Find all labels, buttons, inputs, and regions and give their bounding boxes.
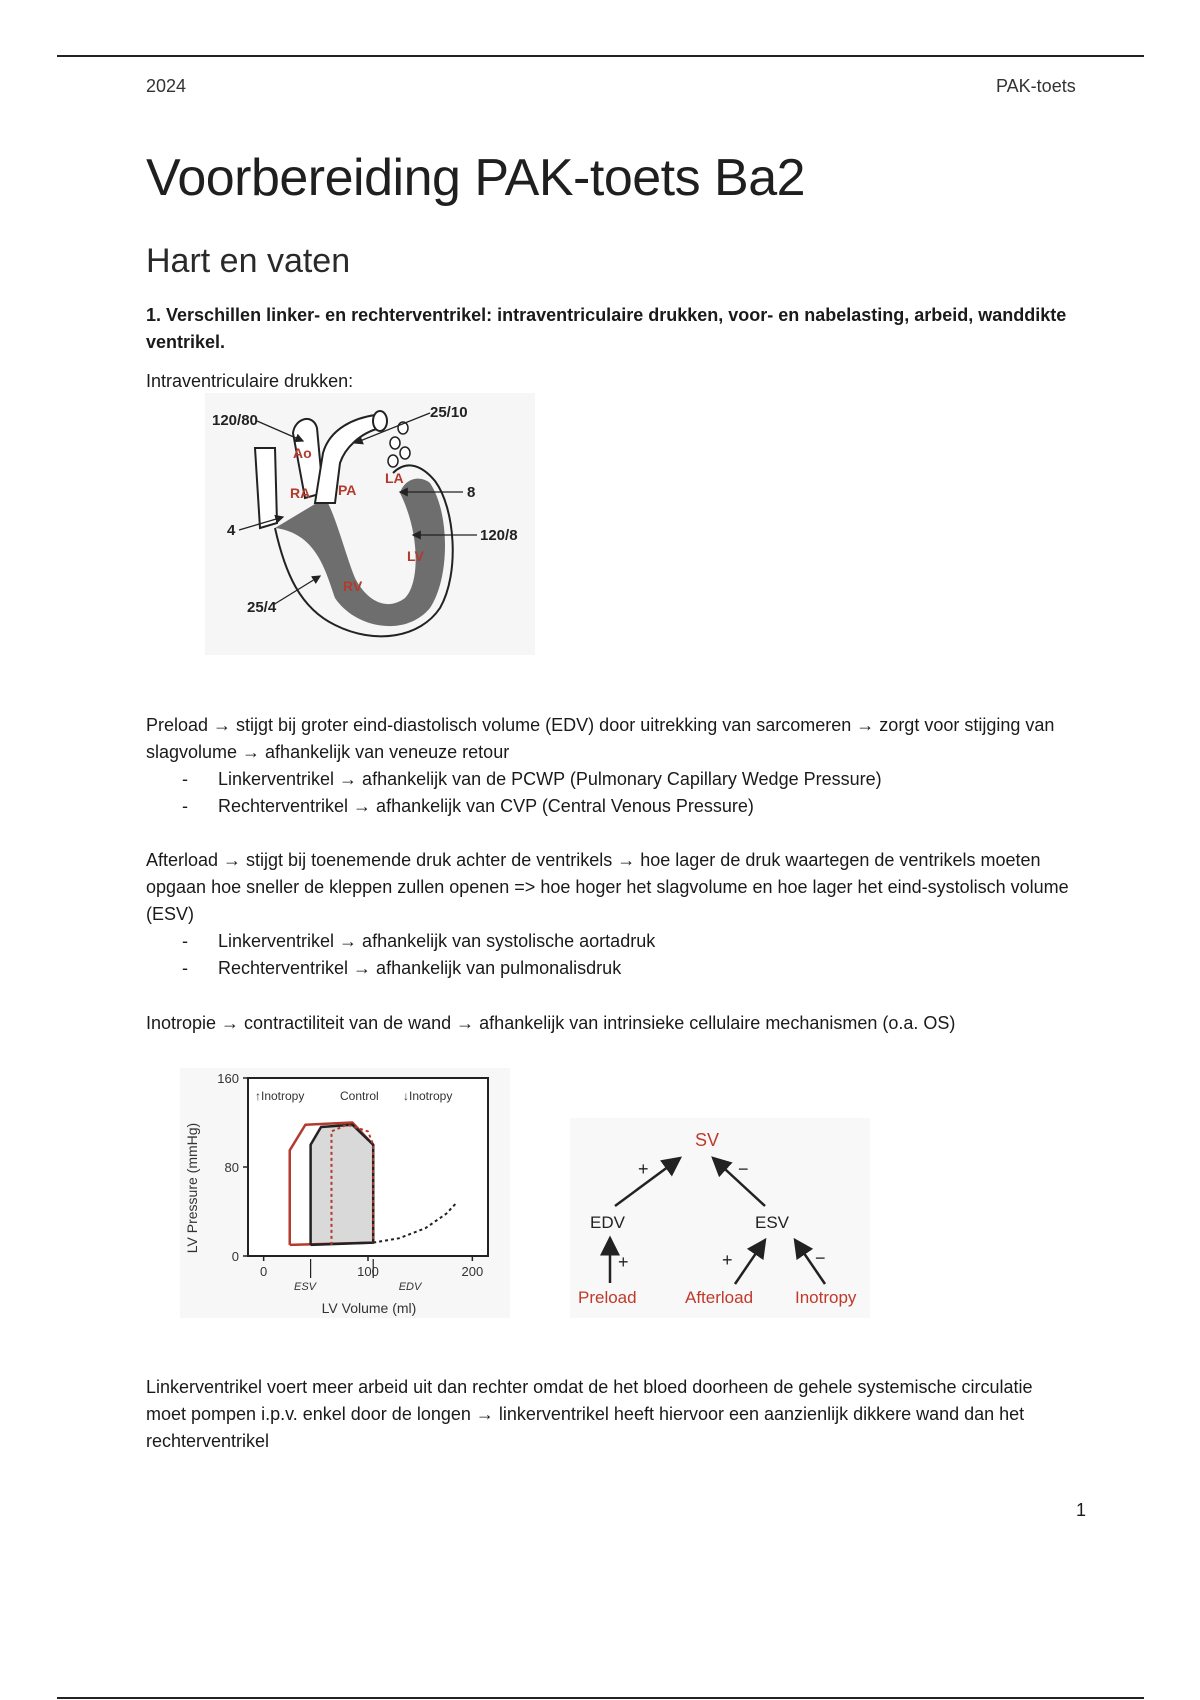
- list-item: - Rechterventrikel → afhankelijk van CVP (Central Venous Pressure): [146, 793, 882, 820]
- value-lv: 120/8: [480, 527, 518, 544]
- sign-plus: +: [722, 1250, 733, 1270]
- label-ra: RA: [290, 485, 311, 501]
- preload-list: [146, 766, 882, 820]
- x-tick-label: 100: [357, 1264, 379, 1279]
- x-axis-label: LV Volume (ml): [321, 1300, 417, 1316]
- label-la: LA: [385, 470, 404, 486]
- value-la: 8: [467, 484, 476, 501]
- label-sv: SV: [695, 1130, 720, 1150]
- y-axis-label: LV Pressure (mmHg): [184, 1122, 200, 1254]
- list-item: - Linkerventrikel → afhankelijk van de PCWP (Pulmonary Capillary Wedge Pressure): [146, 766, 882, 793]
- inotropie-paragraph: Inotropie → contractiliteit van de wand → afhankelijk van intrinsieke cellulaire mechanismen (o.a. OS): [146, 1013, 956, 1033]
- annotation-esv: ESV: [293, 1281, 317, 1293]
- y-tick-label: 0: [231, 1249, 239, 1264]
- header-year: 2024: [146, 76, 187, 96]
- list-item: - Rechterventrikel → afhankelijk van pulmonalisdruk: [146, 955, 655, 982]
- label-edv: EDV: [590, 1213, 625, 1232]
- header-doc: PAK-toets: [996, 76, 1076, 96]
- label-inotropy: Inotropy: [795, 1288, 857, 1307]
- value-pa: 25/10: [430, 404, 468, 421]
- sign-plus: +: [618, 1252, 629, 1272]
- arbeid-paragraph: Linkerventrikel voert meer arbeid uit dan rechter omdat de het bloed doorheen de gehele systemische circulatie moet pompen i.p.v. enkel door de longen → linkerventrikel heeft hiervoor een aanzienlijk dikkere wand dan het rechterventrikel: [146, 1377, 1033, 1451]
- y-tick-label: 80: [224, 1160, 239, 1175]
- annotation-down-inotropy: ↓Inotropy: [403, 1089, 453, 1103]
- label-esv: ESV: [755, 1213, 790, 1232]
- afterload-list: [146, 928, 655, 982]
- afterload-paragraph: Afterload → stijgt bij toenemende druk achter de ventrikels → hoe lager de druk waartegen de ventrikels moeten opgaan hoe sneller de kleppen zullen openen => hoe hoger het slagvolume en hoe lager het eind-systolisch volume (ESV): [146, 850, 1069, 924]
- value-rv: 25/4: [247, 599, 277, 616]
- page-title: Voorbereiding PAK-toets Ba2: [146, 149, 806, 207]
- label-ao: Ao: [293, 445, 312, 461]
- value-ra: 4: [227, 522, 236, 539]
- x-tick-label: 0: [260, 1264, 268, 1279]
- label-afterload: Afterload: [685, 1288, 754, 1307]
- control-loop-fill: [311, 1125, 374, 1245]
- label-lv: LV: [407, 548, 424, 564]
- label-rv: RV: [343, 578, 363, 594]
- top-rule: [57, 55, 1144, 57]
- sv-diagram: [570, 1118, 870, 1318]
- vena-cava: [255, 448, 277, 528]
- label-pa: PA: [338, 482, 357, 498]
- label-preload: Preload: [578, 1288, 637, 1307]
- sign-plus: +: [638, 1159, 649, 1179]
- y-tick-label: 160: [217, 1071, 239, 1086]
- heart-figure: [205, 393, 535, 655]
- bottom-rule: [57, 1697, 1144, 1699]
- annotation-up-inotropy: ↑Inotropy: [255, 1089, 305, 1103]
- section-heading: Hart en vaten: [146, 242, 351, 280]
- preload-paragraph: Preload → stijgt bij groter eind-diastolisch volume (EDV) door uitrekking van sarcomeren → zorgt voor stijging van slagvolume → afhankelijk van veneuze retour: [146, 715, 1055, 762]
- annotation-edv: EDV: [398, 1281, 422, 1293]
- list-item: - Linkerventrikel → afhankelijk van systolische aortadruk: [146, 928, 655, 955]
- sign-minus: −: [815, 1248, 826, 1268]
- value-ao: 120/80: [212, 412, 258, 429]
- sign-minus: −: [738, 1159, 749, 1179]
- pressures-intro: Intraventriculaire drukken:: [146, 371, 354, 391]
- question-heading: 1. Verschillen linker- en rechterventrikel: intraventriculaire drukken, voor- en nabelasting, arbeid, wanddikte ventrikel.: [146, 305, 1067, 352]
- x-tick-label: 200: [461, 1264, 484, 1279]
- page-number: 1: [1076, 1500, 1087, 1520]
- annotation-control: Control: [340, 1089, 379, 1103]
- pv-loop-chart: [180, 1068, 510, 1318]
